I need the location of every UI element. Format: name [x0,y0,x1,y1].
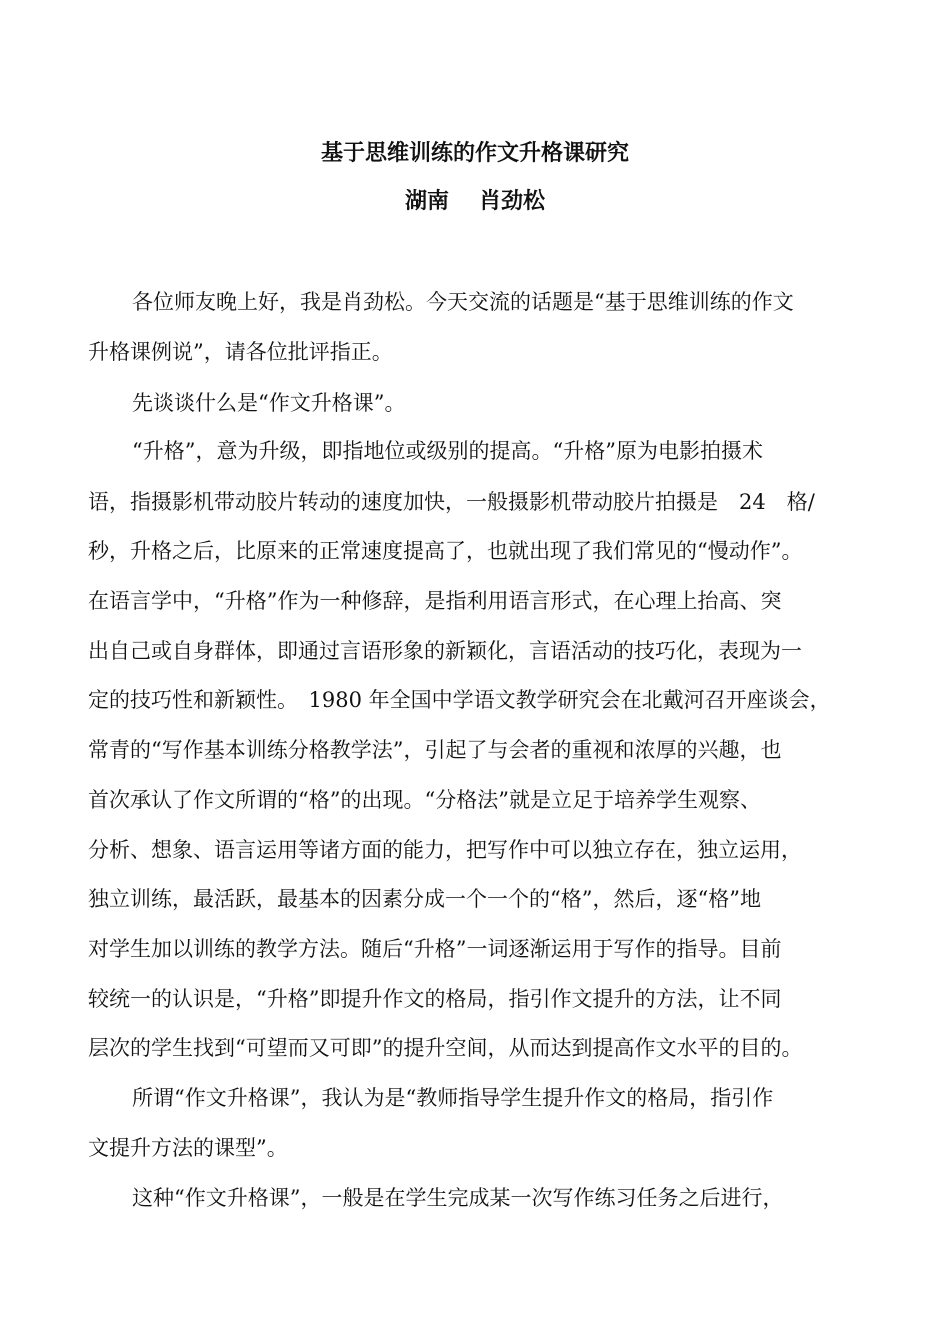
paragraph-line: 较统一的认识是，“升格”即提升作文的格局，指引作文提升的方法，让不同 [88,987,782,1011]
paragraph-line: 定的技巧性和新颖性。 1980 年全国中学语文教学研究会在北戴河召开座谈会， [88,688,831,712]
paragraph-line: 文提升方法的课型”。 [88,1136,288,1160]
paragraph-line: 语，指摄影机带动胶片转动的速度加快，一般摄影机带动胶片拍摄是 24 格/ [88,490,815,514]
author-region: 湖南 [404,188,449,214]
paragraph-line: 常青的“写作基本训练分格教学法”，引起了与会者的重视和浓厚的兴趣，也 [88,738,782,762]
document-title: 基于思维训练的作文升格课研究 [320,140,629,166]
paragraph-line: 升格课例说”，请各位批评指正。 [88,340,393,364]
paragraph-line: “升格”，意为升级，即指地位或级别的提高。“升格”原为电影拍摄术 [132,439,763,463]
paragraph-line: 对学生加以训练的教学方法。随后“升格”一词逐渐运用于写作的指导。目前 [88,937,782,961]
paragraph-line: 首次承认了作文所谓的“格”的出现。“分格法”就是立足于培养学生观察、 [88,788,761,812]
paragraph-line: 这种“作文升格课”，一般是在学生完成某一次写作练习任务之后进行， [132,1186,784,1210]
paragraph-line: 先谈谈什么是“作文升格课”。 [132,391,406,415]
author-name: 肖劲松 [479,188,546,214]
paragraph-line: 在语言学中，“升格”作为一种修辞，是指利用语言形式，在心理上抬高、突 [88,589,782,613]
paragraph-line: 层次的学生找到“可望而又可即”的提升空间，从而达到提高作文水平的目的。 [88,1036,803,1060]
paragraph-line: 出自己或自身群体，即通过言语形象的新颖化，言语活动的技巧化，表现为一 [88,639,802,663]
paragraph-line: 各位师友晚上好，我是肖劲松。今天交流的话题是“基于思维训练的作文 [132,290,794,314]
paragraph-line: 独立训练，最活跃，最基本的因素分成一个一个的“格”，然后，逐“格”地 [88,887,761,911]
author-line [0,186,950,216]
paragraph-line: 秒，升格之后，比原来的正常速度提高了，也就出现了我们常见的“慢动作”。 [88,539,803,563]
paragraph-line: 所谓“作文升格课”，我认为是“教师指导学生提升作文的格局，指引作 [132,1086,774,1110]
paragraph-line: 分析、想象、语言运用等诸方面的能力，把写作中可以独立存在，独立运用， [88,838,802,862]
